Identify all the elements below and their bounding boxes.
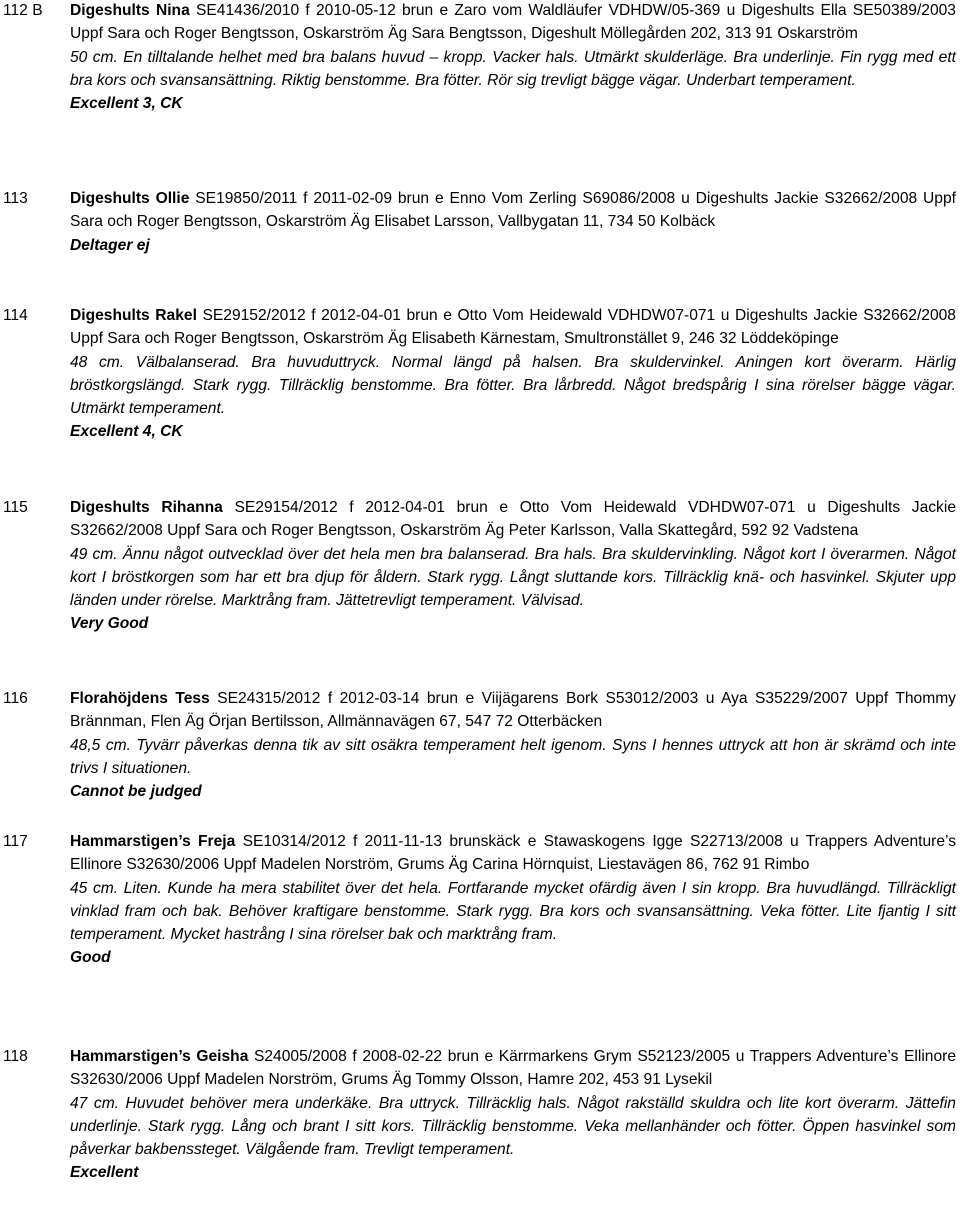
- entry-registration: [70, 830, 956, 877]
- grade: Good: [70, 949, 111, 967]
- dog-details: SE41436/2010 f 2010-05-12 brun e Zaro vom Waldläufer VDHDW/05-369 u Digeshults Ella SE50389/2003 Uppf Sara och Roger Bengtsson, Oskarström Äg Sara Bengtsson, Digeshult Möllegården 202, 313 91 Oskarström: [70, 2, 956, 43]
- dog-details: S24005/2008 f 2008-02-22 brun e Kärrmarkens Grym S52123/2005 u Trappers Adventure’s Ellinore S32630/2006 Uppf Madelen Norström, Grums Äg Tommy Olsson, Hamre 202, 453 91 Lysekil: [70, 1048, 956, 1089]
- entry-registration: [70, 304, 956, 351]
- grade: Excellent 4, CK: [70, 423, 183, 441]
- dog-name: Digeshults Rakel: [70, 307, 197, 324]
- entry-content: [70, 304, 956, 444]
- entry-number: 117: [3, 833, 28, 850]
- grade: Very Good: [70, 615, 149, 633]
- dog-name: Hammarstigen’s Geisha: [70, 1048, 249, 1065]
- grade: Excellent: [70, 1164, 139, 1182]
- entry-number: 113: [3, 190, 28, 207]
- entry-number: 115: [3, 499, 28, 516]
- entry-content: [70, 687, 956, 803]
- dog-details: SE24315/2012 f 2012-03-14 brun e Viijägarens Bork S53012/2003 u Aya S35229/2007 Uppf Thommy Brännman, Flen Äg Örjan Bertilsson, Allmännavägen 67, 547 72 Otterbäcken: [70, 690, 956, 731]
- dog-name: Digeshults Nina: [70, 2, 190, 19]
- judge-critique: 48 cm. Välbalanserad. Bra huvuduttryck. Normal längd på halsen. Bra skuldervinkel. Aningen kort överarm. Härlig bröstkorgslängd. Stark rygg. Tillräcklig benstomme. Bra fötter. Bra lårbredd. Något bredspårig I sina rörelser bägge vägar. Utmärkt temperament.: [70, 353, 956, 418]
- dog-details: SE29152/2012 f 2012-04-01 brun e Otto Vom Heidewald VDHDW07-071 u Digeshults Jackie S32662/2008 Uppf Sara och Roger Bengtsson, Oskarström Äg Elisabeth Kärnestam, Smultronstället 9, 246 32 Löddeköpinge: [70, 307, 956, 348]
- grade: Cannot be judged: [70, 783, 202, 801]
- entry-number: 112 B: [3, 2, 43, 19]
- entry-registration: [70, 687, 956, 734]
- judge-critique: 47 cm. Huvudet behöver mera underkäke. Bra uttryck. Tillräcklig hals. Något rakställd skuldra och lite kort överarm. Jättefin underlinje. Stark rygg. Lång och brant I sitt kors. Tillräcklig benstomme. Veka mellanhänder och fötter. Öppen hasvinkel som påverkar bakbenssteget. Välgående fram. Trevligt temperament.: [70, 1094, 956, 1159]
- entry-number: 118: [3, 1048, 28, 1065]
- entry-number: 116: [3, 690, 28, 707]
- dog-details: SE19850/2011 f 2011-02-09 brun e Enno Vom Zerling S69086/2008 u Digeshults Jackie S32662/2008 Uppf Sara och Roger Bengtsson, Oskarström Äg Elisabet Larsson, Vallbygatan 11, 734 50 Kolbäck: [70, 190, 956, 231]
- entry-content: [70, 496, 956, 636]
- entry-registration: [70, 1045, 956, 1092]
- dog-name: Florahöjdens Tess: [70, 690, 210, 707]
- entry-number: 114: [3, 307, 28, 324]
- judge-critique: 48,5 cm. Tyvärr påverkas denna tik av sitt osäkra temperament helt igenom. Syns I hennes uttryck att hon är skrämd och inte trivs I situationen.: [70, 736, 956, 777]
- entry-registration: [70, 187, 956, 234]
- judge-critique: 45 cm. Liten. Kunde ha mera stabilitet över det hela. Fortfarande mycket ofärdig även I sin kropp. Bra huvudlängd. Tillräckligt vinklad fram och bak. Behöver kraftigare benstomme. Stark rygg. Bra kors och svansansättning. Veka fötter. Lite fjantig I sitt temperament. Mycket hastrång I sina rörelser bak och marktrång fram.: [70, 879, 956, 944]
- entry-registration: [70, 496, 956, 543]
- entry-content: [70, 187, 956, 257]
- grade: Deltager ej: [70, 236, 150, 254]
- grade: Excellent 3, CK: [70, 95, 183, 113]
- dog-details: SE29154/2012 f 2012-04-01 brun e Otto Vom Heidewald VDHDW07-071 u Digeshults Jackie S32662/2008 Uppf Sara och Roger Bengtsson, Oskarström Äg Peter Karlsson, Valla Skattegård, 592 92 Vadstena: [70, 499, 956, 540]
- dog-details: SE10314/2012 f 2011-11-13 brunskäck e Stawaskogens Igge S22713/2008 u Trappers Adventure’s Ellinore S32630/2006 Uppf Madelen Norström, Grums Äg Carina Hörnquist, Liestavägen 86, 762 91 Rimbo: [70, 833, 956, 874]
- dog-name: Digeshults Rihanna: [70, 499, 223, 516]
- dog-name: Hammarstigen’s Freja: [70, 833, 236, 850]
- judge-critique: 50 cm. En tilltalande helhet med bra balans huvud – kropp. Vacker hals. Utmärkt skulderläge. Bra underlinje. Fin rygg med ett bra kors och svansansättning. Riktig benstomme. Bra fötter. Rör sig trevligt bägge vägar. Underbart temperament.: [70, 48, 956, 89]
- judge-critique: 49 cm. Ännu något outvecklad över det hela men bra balanserad. Bra hals. Bra skuldervinkling. Något kort I överarmen. Något kort I bröstkorgen som har ett bra djup för åldern. Stark rygg. Långt sluttande kors. Tillräcklig knä- och hasvinkel. Skjuter upp länden under rörelse. Marktrång fram. Jättetrevligt temperament. Välvisad.: [70, 545, 956, 610]
- dog-name: Digeshults Ollie: [70, 190, 190, 207]
- entry-content: [70, 0, 956, 115]
- entry-content: [70, 830, 956, 970]
- entry-content: [70, 1045, 956, 1185]
- entry-registration: [70, 0, 956, 46]
